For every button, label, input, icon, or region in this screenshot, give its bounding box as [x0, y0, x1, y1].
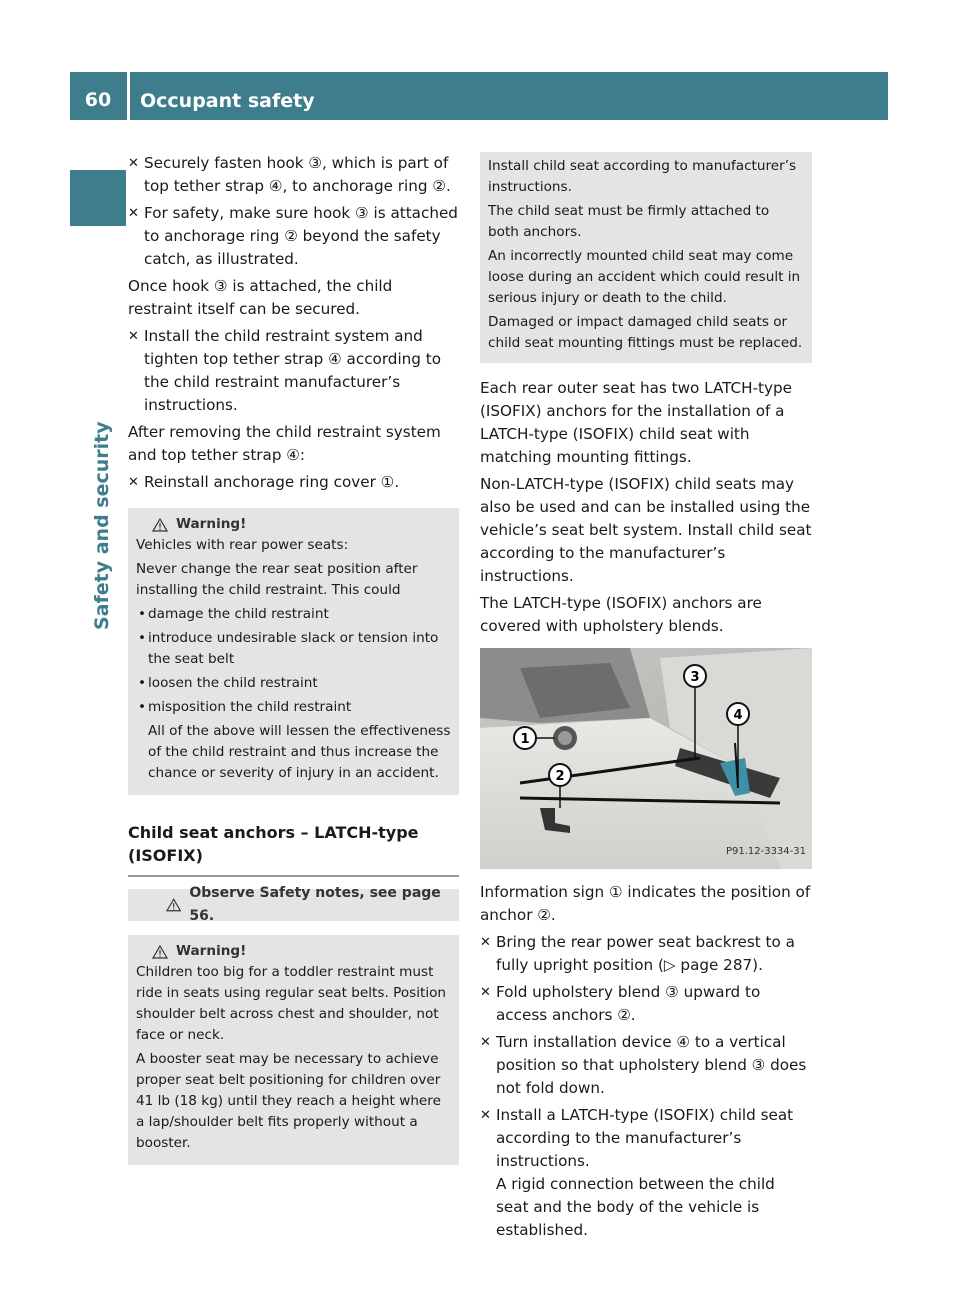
note-text: Observe Safety notes, see page 56.: [189, 885, 441, 924]
warning-bullet: • loosen the child restraint: [136, 673, 451, 694]
instruction-step: [128, 325, 459, 417]
warning-triangle-icon: [152, 518, 168, 532]
paragraph: Each rear outer seat has two LATCH-type (ISOFIX) anchors for the installation of a LATCH-type (ISOFIX) child seat with matching mounting fittings.: [480, 379, 792, 466]
warning-heading: [136, 514, 451, 535]
instruction-step: [480, 931, 812, 977]
instruction-step: [128, 152, 459, 198]
right-column: [480, 152, 812, 1246]
step-marker-icon: ✕: [128, 156, 139, 171]
seat-photo-image: [480, 648, 812, 869]
paragraph: A rigid connection between the child seat and the body of the vehicle is established.: [496, 1175, 775, 1239]
section-heading: Child seat anchors – LATCH-type (ISOFIX): [128, 821, 459, 877]
callout-3: 3: [690, 670, 700, 685]
warning-text: Never change the rear seat position after installing the child restraint. This could: [136, 561, 418, 598]
step-marker-icon: ✕: [128, 206, 139, 221]
paragraph: After removing the child restraint system and top tether strap ④:: [128, 423, 441, 464]
instruction-step: [480, 981, 812, 1027]
warning-heading: [136, 941, 451, 962]
warning-bullet: • introduce undesirable slack or tension into the seat belt: [136, 628, 451, 670]
step-text: For safety, make sure hook ③ is attached to anchorage ring ② beyond the safety catch, as illustrated.: [144, 204, 458, 268]
warning-triangle-icon: [166, 898, 181, 912]
anchor-illustration: [480, 648, 812, 869]
warning-text: Vehicles with rear power seats:: [136, 537, 349, 553]
step-marker-icon: ✕: [480, 1035, 491, 1050]
caution-text: Damaged or impact damaged child seats or child seat mounting fittings must be replaced.: [488, 314, 803, 351]
step-marker-icon: ✕: [480, 985, 491, 1000]
paragraph: Information sign ① indicates the position of anchor ②.: [480, 883, 811, 924]
warning-title: Warning!: [176, 943, 247, 959]
side-tab-block: [70, 170, 126, 226]
caution-text: Install child seat according to manufacturer’s instructions.: [488, 158, 797, 195]
step-text: Bring the rear power seat backrest to a fully upright position (▷ page 287).: [496, 933, 795, 974]
paragraph: Non-LATCH-type (ISOFIX) child seats may also be used and can be installed using the vehicle’s seat belt system. Install child seat according to the manufacturer’s instructions.: [480, 475, 812, 585]
warning-text: Children too big for a toddler restraint must ride in seats using regular seat belts. Position shoulder belt across chest and shoulder, not face or neck.: [136, 964, 447, 1043]
caution-text: The child seat must be firmly attached to both anchors.: [488, 203, 770, 240]
step-text: Securely fasten hook ③, which is part of top tether strap ④, to anchorage ring ②.: [144, 154, 451, 195]
paragraph: The LATCH-type (ISOFIX) anchors are covered with upholstery blends.: [480, 594, 762, 635]
header-divider: [127, 72, 130, 120]
callout-1: 1: [520, 732, 530, 747]
warning-box: [128, 935, 459, 1165]
step-text: Install the child restraint system and tighten top tether strap ④ according to the child restraint manufacturer’s instructions.: [144, 327, 442, 414]
warning-title: Warning!: [176, 516, 247, 532]
warning-bullet: • damage the child restraint: [136, 604, 451, 625]
step-marker-icon: ✕: [128, 475, 139, 490]
page-number: 60: [84, 89, 112, 111]
step-text: Fold upholstery blend ③ upward to access anchors ②.: [496, 983, 761, 1024]
warning-text: All of the above will lessen the effectiveness of the child restraint and thus increase the chance or severity of injury in an accident.: [148, 723, 451, 781]
caution-box: [480, 152, 812, 363]
image-credit: P91.12-3334-31: [725, 846, 806, 857]
instruction-step: [480, 1104, 812, 1173]
warning-text: A booster seat may be necessary to achieve proper seat belt positioning for children over 41 lb (18 kg) until they reach a height where a lap/shoulder belt fits properly without a booster.: [136, 1051, 441, 1151]
left-column: [128, 152, 459, 1179]
caution-text: An incorrectly mounted child seat may come loose during an accident which could result in serious injury or death to the child.: [488, 248, 801, 306]
warning-box: [128, 508, 459, 795]
side-tab-label: Safety and security: [91, 421, 113, 630]
instruction-step: [128, 202, 459, 271]
step-text: Reinstall anchorage ring cover ①.: [144, 473, 400, 491]
callout-4: 4: [733, 708, 743, 723]
step-marker-icon: ✕: [480, 1108, 491, 1123]
safety-note: [128, 885, 459, 924]
step-text: Install a LATCH-type (ISOFIX) child seat according to the manufacturer’s instructions.: [496, 1106, 794, 1170]
step-marker-icon: ✕: [128, 329, 139, 344]
instruction-step: [480, 1031, 812, 1100]
paragraph: Once hook ③ is attached, the child restraint itself can be secured.: [128, 277, 393, 318]
page-title: Occupant safety: [140, 90, 315, 112]
step-marker-icon: ✕: [480, 935, 491, 950]
step-text: Turn installation device ④ to a vertical position so that upholstery blend ③ does not fold down.: [496, 1033, 807, 1097]
callout-2: 2: [555, 769, 565, 784]
warning-triangle-icon: [152, 945, 168, 959]
page-header: [70, 72, 888, 120]
side-tab: [83, 270, 121, 630]
warning-bullet: • misposition the child restraint: [136, 697, 451, 718]
instruction-step: [128, 471, 459, 494]
